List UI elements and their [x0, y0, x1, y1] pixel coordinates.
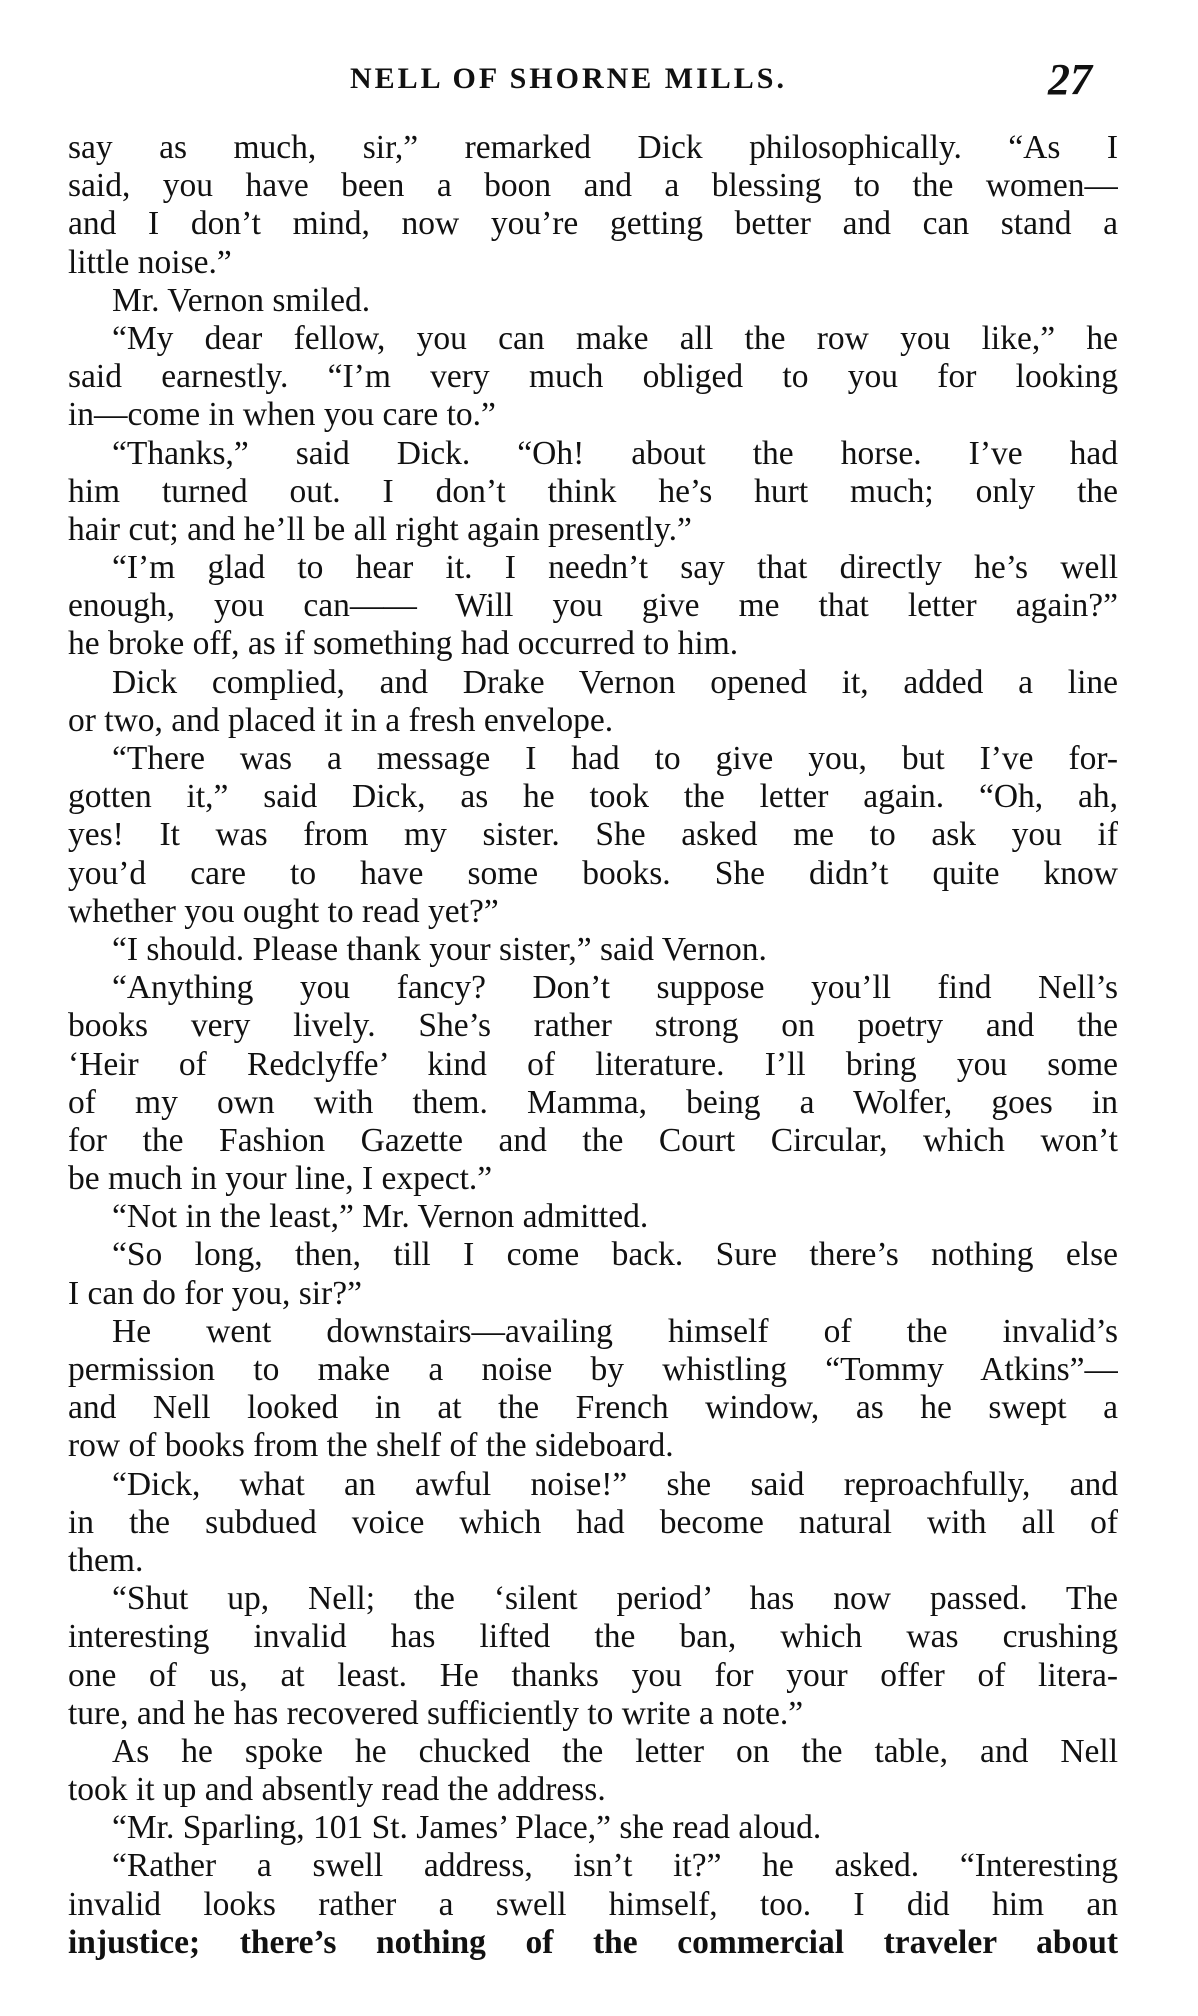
- text-line: you’d care to have some books. She didn’t quite know: [68, 854, 1118, 892]
- text-line: ture, and he has recovered sufficiently to write a note.”: [68, 1694, 804, 1732]
- text-line: injustice; there’s nothing of the commercial traveler about: [68, 1923, 1118, 1961]
- text-line: or two, and placed it in a fresh envelope.: [68, 701, 614, 739]
- text-line: and I don’t mind, now you’re getting better and can stand a: [68, 205, 1118, 243]
- text-line: invalid looks rather a swell himself, too. I did him an: [68, 1885, 1118, 1923]
- text-line: As he spoke he chucked the letter on the table, and Nell: [112, 1732, 1118, 1770]
- text-line: interesting invalid has lifted the ban, which was crushing: [68, 1618, 1118, 1656]
- text-line: “So long, then, till I come back. Sure there’s nothing else: [112, 1236, 1118, 1274]
- text-line: I can do for you, sir?”: [68, 1274, 362, 1312]
- text-line: “I’m glad to hear it. I needn’t say that directly he’s well: [112, 549, 1118, 587]
- text-line: one of us, at least. He thanks you for your offer of litera-: [68, 1656, 1118, 1694]
- text-line: say as much, sir,” remarked Dick philosophically. “As I: [68, 129, 1118, 166]
- text-line: “Rather a swell address, isn’t it?” he asked. “Interesting: [112, 1847, 1118, 1885]
- text-line: hair cut; and he’ll be all right again presently.”: [68, 510, 692, 548]
- text-line: “Mr. Sparling, 101 St. James’ Place,” she read aloud.: [112, 1809, 822, 1847]
- text-line: yes! It was from my sister. She asked me to ask you if: [68, 816, 1118, 854]
- text-line: “I should. Please thank your sister,” said Vernon.: [112, 930, 767, 968]
- text-line: them.: [68, 1541, 144, 1579]
- text-line: He went downstairs—availing himself of the invalid’s: [112, 1312, 1118, 1350]
- text-line: “Thanks,” said Dick. “Oh! about the horse. I’ve had: [112, 434, 1118, 472]
- text-line: little noise.”: [68, 243, 232, 281]
- running-title: NELL OF SHORNE MILLS.: [350, 62, 787, 95]
- text-line: “Shut up, Nell; the ‘silent period’ has now passed. The: [112, 1580, 1118, 1618]
- text-line: “There was a message I had to give you, but I’ve for-: [112, 740, 1118, 777]
- text-line: in the subdued voice which had become natural with all of: [68, 1503, 1118, 1541]
- text-line: “My dear fellow, you can make all the row you like,” he: [112, 319, 1118, 357]
- text-line: enough, you can—— Will you give me that letter again?”: [68, 587, 1118, 625]
- text-line: books very lively. She’s rather strong on poetry and the: [68, 1007, 1118, 1045]
- text-line: took it up and absently read the address.: [68, 1771, 606, 1809]
- text-line: said earnestly. “I’m very much obliged to you for looking: [68, 358, 1118, 396]
- text-line: ‘Heir of Redclyffe’ kind of literature. I’ll bring you some: [68, 1045, 1118, 1083]
- text-line: Mr. Vernon smiled.: [112, 281, 371, 319]
- text-line: of my own with them. Mamma, being a Wolfer, goes in: [68, 1083, 1118, 1121]
- text-line: whether you ought to read yet?”: [68, 892, 499, 930]
- text-line: said, you have been a boon and a blessing to the women—: [68, 167, 1118, 205]
- text-line: in—come in when you care to.”: [68, 396, 496, 434]
- text-line: “Dick, what an awful noise!” she said reproachfully, and: [112, 1465, 1118, 1503]
- page-number: 27: [1048, 55, 1092, 104]
- text-line: permission to make a noise by whistling “Tommy Atkins”—: [68, 1351, 1118, 1388]
- text-line: “Not in the least,” Mr. Vernon admitted.: [112, 1198, 649, 1236]
- text-line: row of books from the shelf of the sideboard.: [68, 1427, 674, 1465]
- text-line: Dick complied, and Drake Vernon opened it, added a line: [112, 663, 1118, 701]
- text-line: for the Fashion Gazette and the Court Circular, which won’t: [68, 1121, 1118, 1159]
- text-line: be much in your line, I expect.”: [68, 1160, 493, 1198]
- body-text: [68, 129, 1118, 1962]
- text-line: “Anything you fancy? Don’t suppose you’ll find Nell’s: [112, 969, 1118, 1007]
- text-line: and Nell looked in at the French window, as he swept a: [68, 1389, 1118, 1427]
- text-line: he broke off, as if something had occurred to him.: [68, 625, 739, 663]
- text-line: him turned out. I don’t think he’s hurt much; only the: [68, 472, 1118, 510]
- text-line: gotten it,” said Dick, as he took the letter again. “Oh, ah,: [68, 778, 1118, 816]
- running-head: [0, 55, 1198, 112]
